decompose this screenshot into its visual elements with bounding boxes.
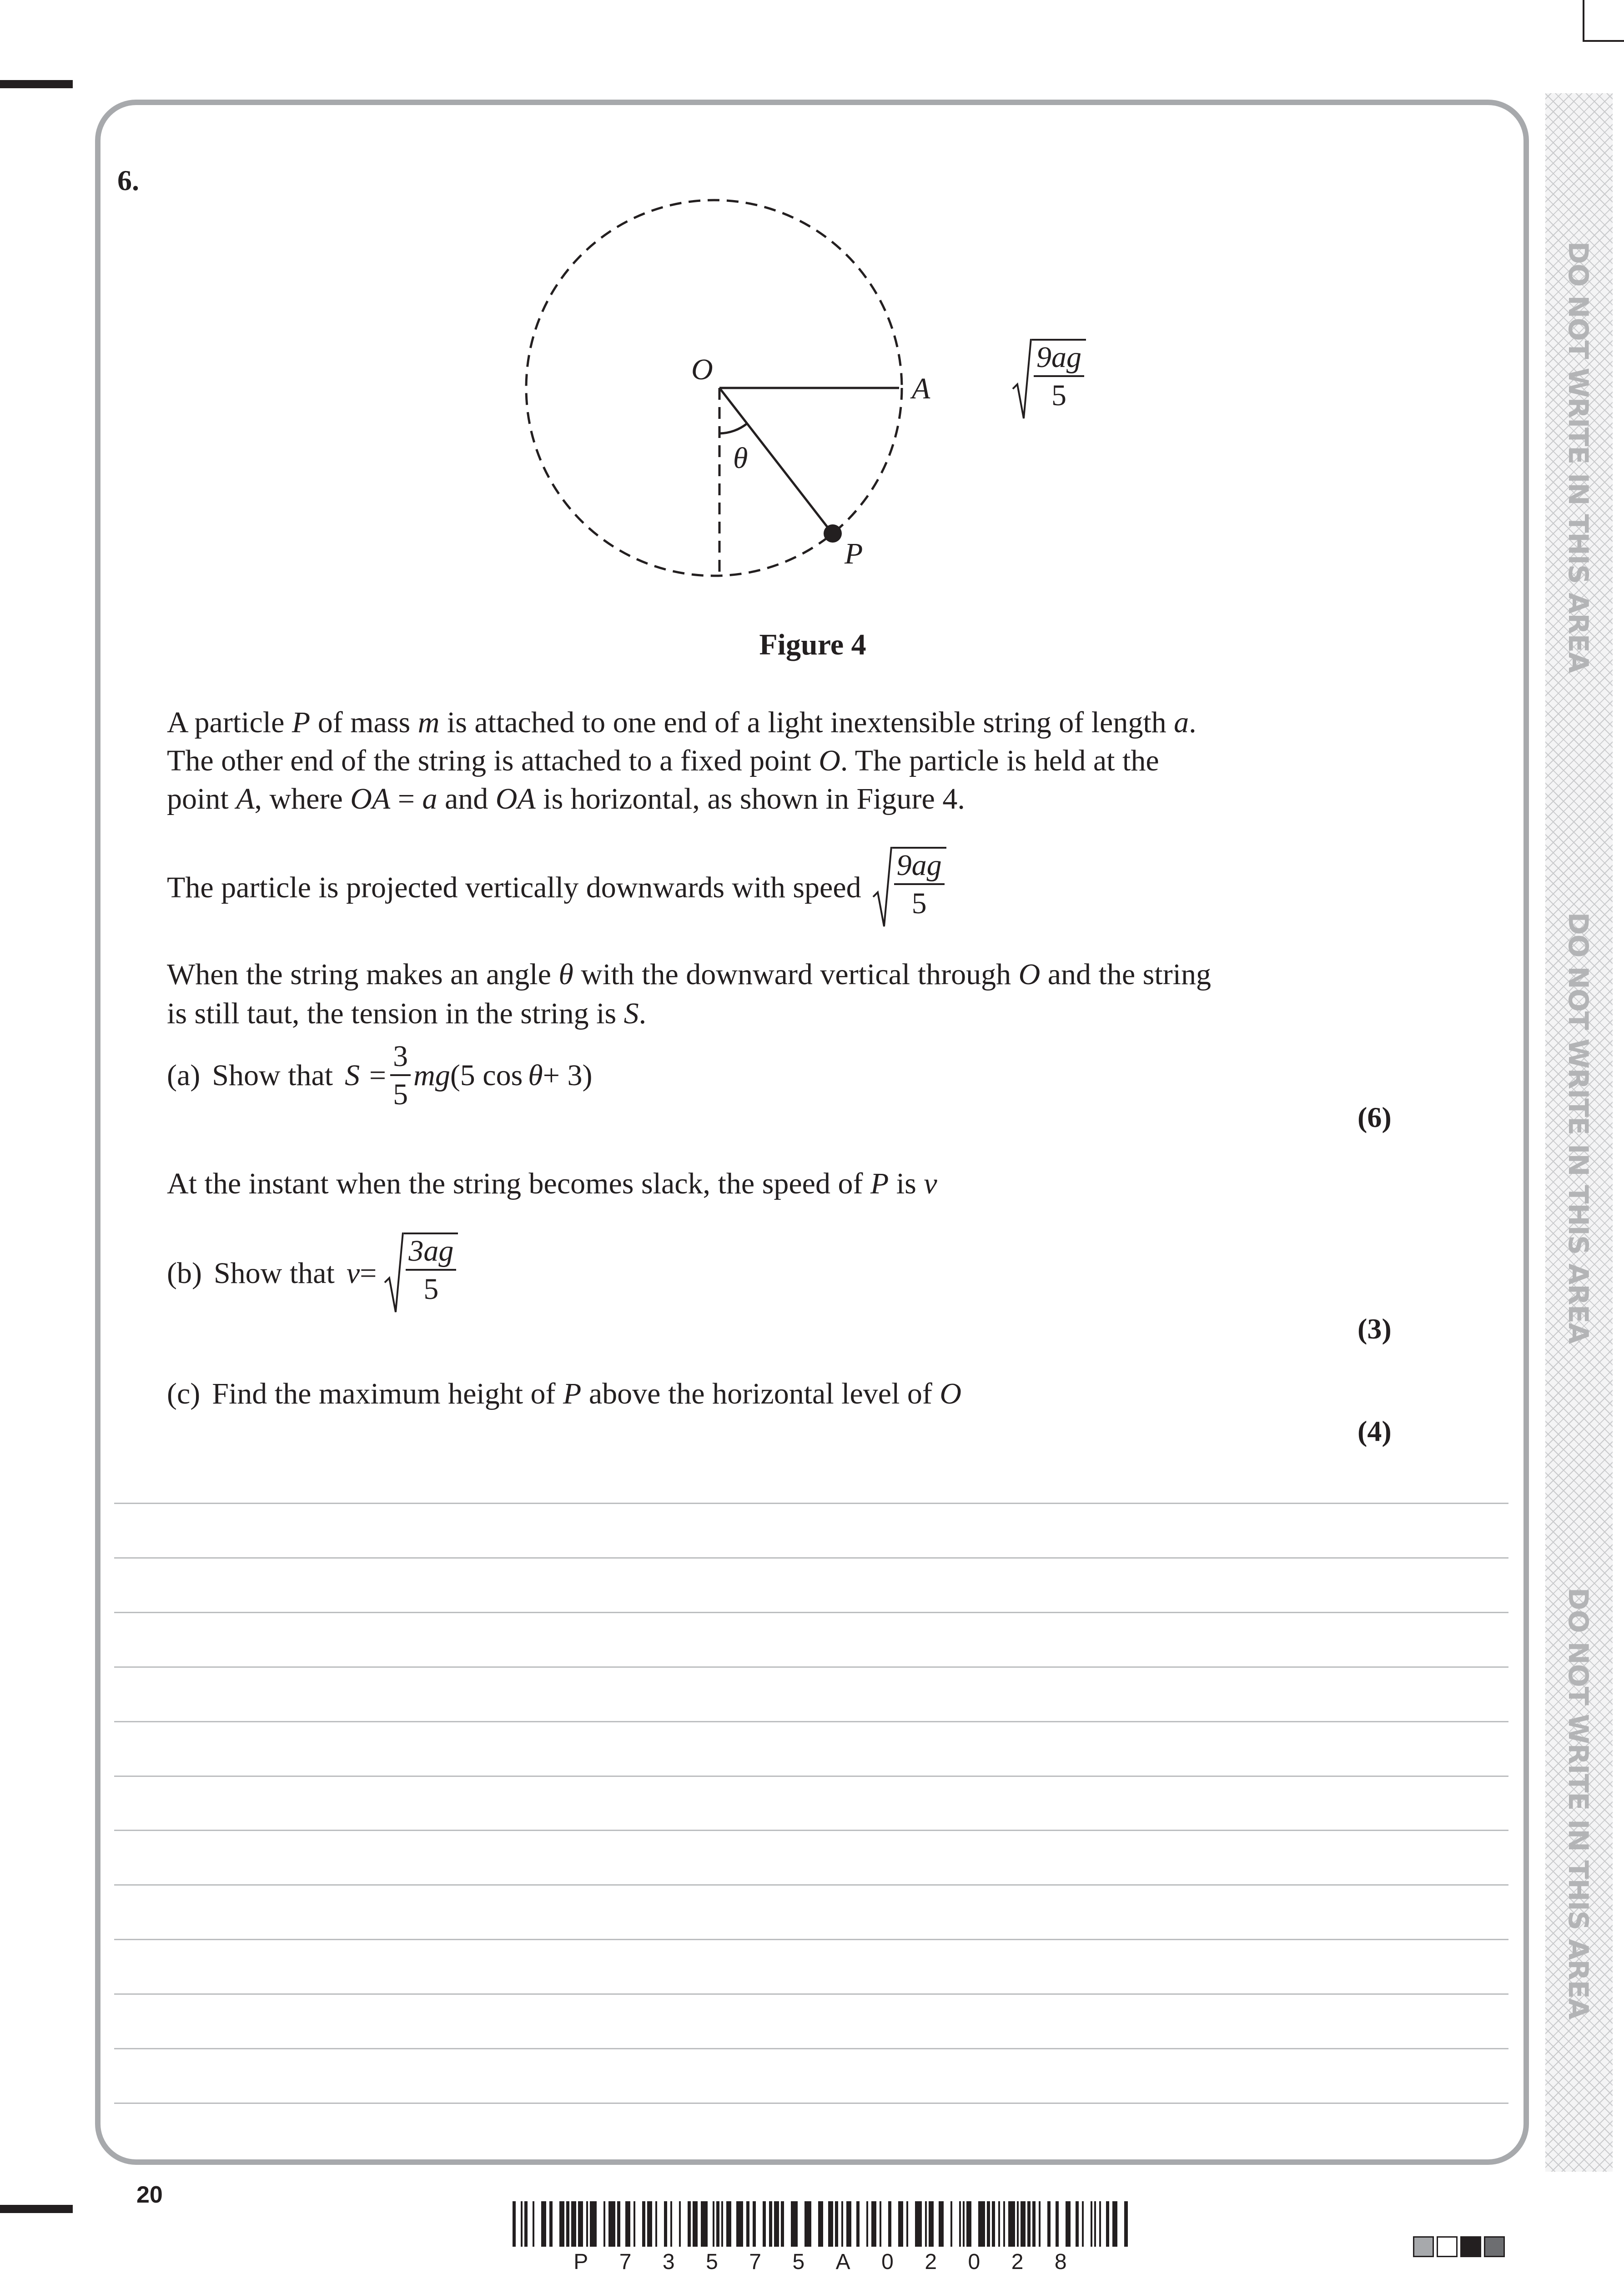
barcode-digit: A [835, 2250, 850, 2274]
intro-line [167, 746, 1159, 776]
barcode-bar [655, 2201, 657, 2247]
barcode-bar [1066, 2201, 1071, 2247]
barcode-bar [716, 2201, 719, 2247]
barcode-bar [559, 2201, 564, 2247]
part-a-rhs-1: (5 cos [450, 1059, 523, 1092]
crop-mark-top-left [0, 80, 73, 88]
barcode-bar [549, 2201, 553, 2247]
answer-line[interactable] [114, 2103, 1508, 2104]
barcode-bar [586, 2201, 588, 2247]
barcode-bar [1082, 2201, 1084, 2247]
part-b-label: (b) [167, 1257, 202, 1290]
answer-line[interactable] [114, 1666, 1508, 1668]
barcode-bar [1021, 2201, 1026, 2247]
label-theta: θ [733, 442, 748, 475]
text-segment: . [639, 997, 647, 1030]
barcode-bar [846, 2201, 851, 2247]
text-segment: = [390, 782, 422, 815]
barcode-bar [617, 2201, 620, 2247]
text-segment: . The particle is held at the [840, 744, 1159, 777]
barcode-bar [906, 2201, 908, 2247]
barcode-bar [950, 2201, 952, 2247]
text-segment: is [889, 1167, 924, 1200]
barcode-bar [578, 2201, 583, 2247]
barcode-bar [603, 2201, 605, 2247]
barcode-bar [1008, 2201, 1015, 2247]
part-c-label: (c) [167, 1377, 201, 1410]
answer-line[interactable] [114, 1503, 1508, 1504]
barcode-bar [625, 2201, 630, 2247]
intro-line [167, 708, 1197, 738]
margin-warning: DO NOT WRITE IN THIS AREA [1562, 1587, 1594, 2019]
barcode-bar [804, 2201, 811, 2247]
text-segment: and [437, 782, 496, 815]
barcode-bar [866, 2201, 868, 2247]
answer-line[interactable] [114, 1884, 1508, 1886]
text-segment: with the downward vertical through [573, 958, 1019, 991]
text-segment: above the horizontal level of [581, 1377, 940, 1410]
barcode-bar [571, 2201, 576, 2247]
square-white [1437, 2236, 1458, 2257]
numerator: 3ag [406, 1236, 456, 1271]
slack-line [167, 1169, 937, 1199]
barcode-bar [608, 2201, 615, 2247]
text-segment: m [417, 706, 440, 739]
barcode-bar [726, 2201, 731, 2247]
text-segment: P [292, 706, 311, 739]
part-a-lhs: S = [345, 1059, 388, 1092]
margin-warning: DO NOT WRITE IN THIS AREA [1562, 241, 1594, 673]
barcode-bar [647, 2201, 652, 2247]
barcode-digit: 0 [968, 2250, 980, 2274]
barcode-bar [828, 2201, 833, 2247]
answer-line[interactable] [114, 1612, 1508, 1613]
radical-icon [384, 1233, 404, 1314]
barcode-digit: 7 [619, 2250, 632, 2274]
barcode-bar [713, 2201, 714, 2247]
figure-speed [1012, 339, 1086, 421]
text-segment: O [940, 1377, 962, 1410]
barcode-bar [688, 2201, 691, 2247]
answer-line[interactable] [114, 1776, 1508, 1777]
denominator: 5 [393, 1078, 408, 1111]
barcode-bar [1032, 2201, 1036, 2247]
barcode-bar [746, 2201, 749, 2247]
part-a-label: (a) [167, 1059, 201, 1092]
barcode-bar [769, 2201, 772, 2247]
barcode-bar [763, 2201, 766, 2247]
barcode-bar [939, 2201, 944, 2247]
text-segment: and the string [1040, 958, 1212, 991]
tension-line [167, 960, 1211, 990]
text-segment: A [236, 782, 255, 815]
speed-numerator: 9ag [894, 850, 945, 885]
print-registration-squares [1413, 2236, 1505, 2257]
barcode-digit: 2 [925, 2250, 937, 2274]
barcode-digits [513, 2251, 1128, 2273]
square-root [872, 847, 946, 929]
denominator: 5 [423, 1273, 439, 1306]
tension-line [167, 999, 646, 1029]
part-a-mg: mg [413, 1059, 450, 1092]
part-c [167, 1379, 961, 1409]
text-segment: . [1189, 706, 1197, 739]
text-segment: a [422, 782, 437, 815]
answer-line[interactable] [114, 1830, 1508, 1831]
barcode-bar [929, 2201, 934, 2247]
figure-caption: Figure 4 [759, 628, 866, 661]
part-b-lhs-eq: = [360, 1257, 377, 1290]
barcode-bar [1027, 2201, 1031, 2247]
barcode-bar [664, 2201, 667, 2247]
figure-4-diagram [500, 182, 955, 591]
margin-warning: DO NOT WRITE IN THIS AREA [1562, 912, 1594, 1344]
particle-P [824, 524, 842, 543]
barcode-bar [693, 2201, 698, 2247]
barcode-bar [1047, 2201, 1051, 2247]
square-black [1460, 2236, 1481, 2257]
barcode-bar [679, 2201, 681, 2247]
part-b [167, 1233, 458, 1314]
barcode-bar [753, 2201, 756, 2247]
barcode-bar [888, 2201, 891, 2247]
barcode-bar [670, 2201, 672, 2247]
barcode-bar [871, 2201, 876, 2247]
barcode-bar [701, 2201, 708, 2247]
barcode-bar [1003, 2201, 1005, 2247]
barcode-bar [880, 2201, 881, 2247]
barcode-digit: 8 [1054, 2250, 1067, 2274]
speed-denominator: 5 [911, 887, 927, 920]
barcode-bar [1124, 2201, 1128, 2247]
text-segment: O [1018, 958, 1041, 991]
barcode-bar [987, 2201, 990, 2247]
barcode-bar [524, 2201, 528, 2247]
part-a [167, 1041, 592, 1110]
barcode-bar [966, 2201, 971, 2247]
answer-line[interactable] [114, 2048, 1508, 2049]
barcode-bar [925, 2201, 927, 2247]
barcode-bar [521, 2201, 523, 2247]
text-segment: is still taut, the tension in the string is [167, 997, 624, 1030]
barcode-bar [1099, 2201, 1101, 2247]
barcode-bar [1106, 2201, 1109, 2247]
text-segment: P [870, 1167, 889, 1200]
barcode-digit: 2 [1011, 2250, 1024, 2274]
part-a-rhs-2: + 3) [543, 1059, 593, 1092]
barcode-bar [1091, 2201, 1092, 2247]
numerator: 3 [390, 1041, 411, 1076]
text-segment: of mass [310, 706, 418, 739]
part-b-lhs-var: v [346, 1257, 360, 1290]
barcode-bar [513, 2201, 516, 2247]
barcode-digit: 0 [881, 2250, 894, 2274]
label-O: O [691, 353, 713, 386]
label-A: A [912, 372, 930, 405]
answer-line[interactable] [114, 1721, 1508, 1722]
square-root [1012, 339, 1086, 421]
fraction [390, 1041, 411, 1110]
text-segment: At the instant when the string becomes slack, the speed of [167, 1167, 870, 1200]
barcode-bar [841, 2201, 843, 2247]
text-segment: S [623, 997, 639, 1030]
text-segment: O [819, 744, 840, 777]
barcode-bar [590, 2201, 597, 2247]
barcode-bar [541, 2201, 546, 2247]
barcode-digit: 7 [749, 2250, 761, 2274]
radical-icon [872, 847, 892, 929]
text-segment: a [1174, 706, 1189, 739]
answer-line[interactable] [114, 1939, 1508, 1940]
speed-line-text: The particle is projected vertically downwards with speed [167, 871, 861, 904]
barcode-bar [1076, 2201, 1079, 2247]
speed-line [167, 847, 946, 929]
part-a-marks: (6) [1358, 1101, 1392, 1133]
barcode-bar [1112, 2201, 1117, 2247]
barcode-bar [856, 2201, 860, 2247]
part-b-marks: (3) [1358, 1313, 1392, 1345]
text-segment: The other end of the string is attached to a fixed point [167, 744, 819, 777]
text-segment: is horizontal, as shown in Figure 4. [535, 782, 965, 815]
barcode-bar [978, 2201, 985, 2247]
barcode-digit: P [573, 2250, 588, 2274]
answer-line[interactable] [114, 1557, 1508, 1559]
barcode-bar [642, 2201, 645, 2247]
answer-line[interactable] [114, 1993, 1508, 1995]
part-a-theta: θ [528, 1059, 543, 1092]
text-segment: is attached to one end of a light inextensible string of length [439, 706, 1174, 739]
square-dark-gray [1484, 2236, 1505, 2257]
angle-arc [719, 423, 747, 433]
text-segment: P [563, 1377, 582, 1410]
square-root [384, 1233, 458, 1314]
barcode-bar [634, 2201, 635, 2247]
text-segment: Find the maximum height of [212, 1377, 563, 1410]
square-light-gray [1413, 2236, 1434, 2257]
barcode-bar [791, 2201, 798, 2247]
crop-mark-top-right [1583, 0, 1584, 41]
barcode-bar [1094, 2201, 1096, 2247]
part-c-marks: (4) [1358, 1415, 1392, 1447]
barcode [513, 2201, 1128, 2247]
barcode-bar [774, 2201, 779, 2247]
part-a-text: Show that [212, 1059, 333, 1092]
barcode-bar [992, 2201, 995, 2247]
text-segment: OA [350, 782, 391, 815]
barcode-bar [1017, 2201, 1019, 2247]
text-segment: , where [254, 782, 351, 815]
barcode-bar [963, 2201, 965, 2247]
text-segment: v [924, 1167, 937, 1200]
speed-denominator: 5 [1051, 379, 1066, 412]
part-c-text [212, 1379, 961, 1409]
barcode-bar [898, 2201, 903, 2247]
barcode-bar [998, 2201, 1000, 2247]
barcode-bar [915, 2201, 922, 2247]
label-P: P [845, 537, 863, 570]
page-number: 20 [136, 2182, 163, 2208]
text-segment: point [167, 782, 236, 815]
text-segment: A particle [167, 706, 292, 739]
barcode-bar [781, 2201, 784, 2247]
barcode-bar [721, 2201, 723, 2247]
barcode-bar [533, 2201, 534, 2247]
barcode-digit: 3 [662, 2250, 675, 2274]
barcode-bar [959, 2201, 961, 2247]
text-segment: OA [495, 782, 536, 815]
text-segment: θ [558, 958, 573, 991]
speed-numerator: 9ag [1034, 342, 1084, 377]
crop-mark-top-right-h [1583, 40, 1624, 42]
text-segment: When the string makes an angle [167, 958, 559, 991]
barcode-digit: 5 [792, 2250, 805, 2274]
question-number: 6. [117, 164, 139, 196]
barcode-digit: 5 [706, 2250, 718, 2274]
intro-line [167, 784, 965, 814]
part-b-text: Show that [213, 1257, 335, 1290]
barcode-bar [1056, 2201, 1059, 2247]
barcode-bar [736, 2201, 743, 2247]
barcode-bar [818, 2201, 823, 2247]
radical-icon [1012, 339, 1032, 421]
barcode-bar [835, 2201, 838, 2247]
crop-mark-bottom-left [0, 2205, 73, 2213]
barcode-bar [566, 2201, 569, 2247]
barcode-bar [1039, 2201, 1041, 2247]
